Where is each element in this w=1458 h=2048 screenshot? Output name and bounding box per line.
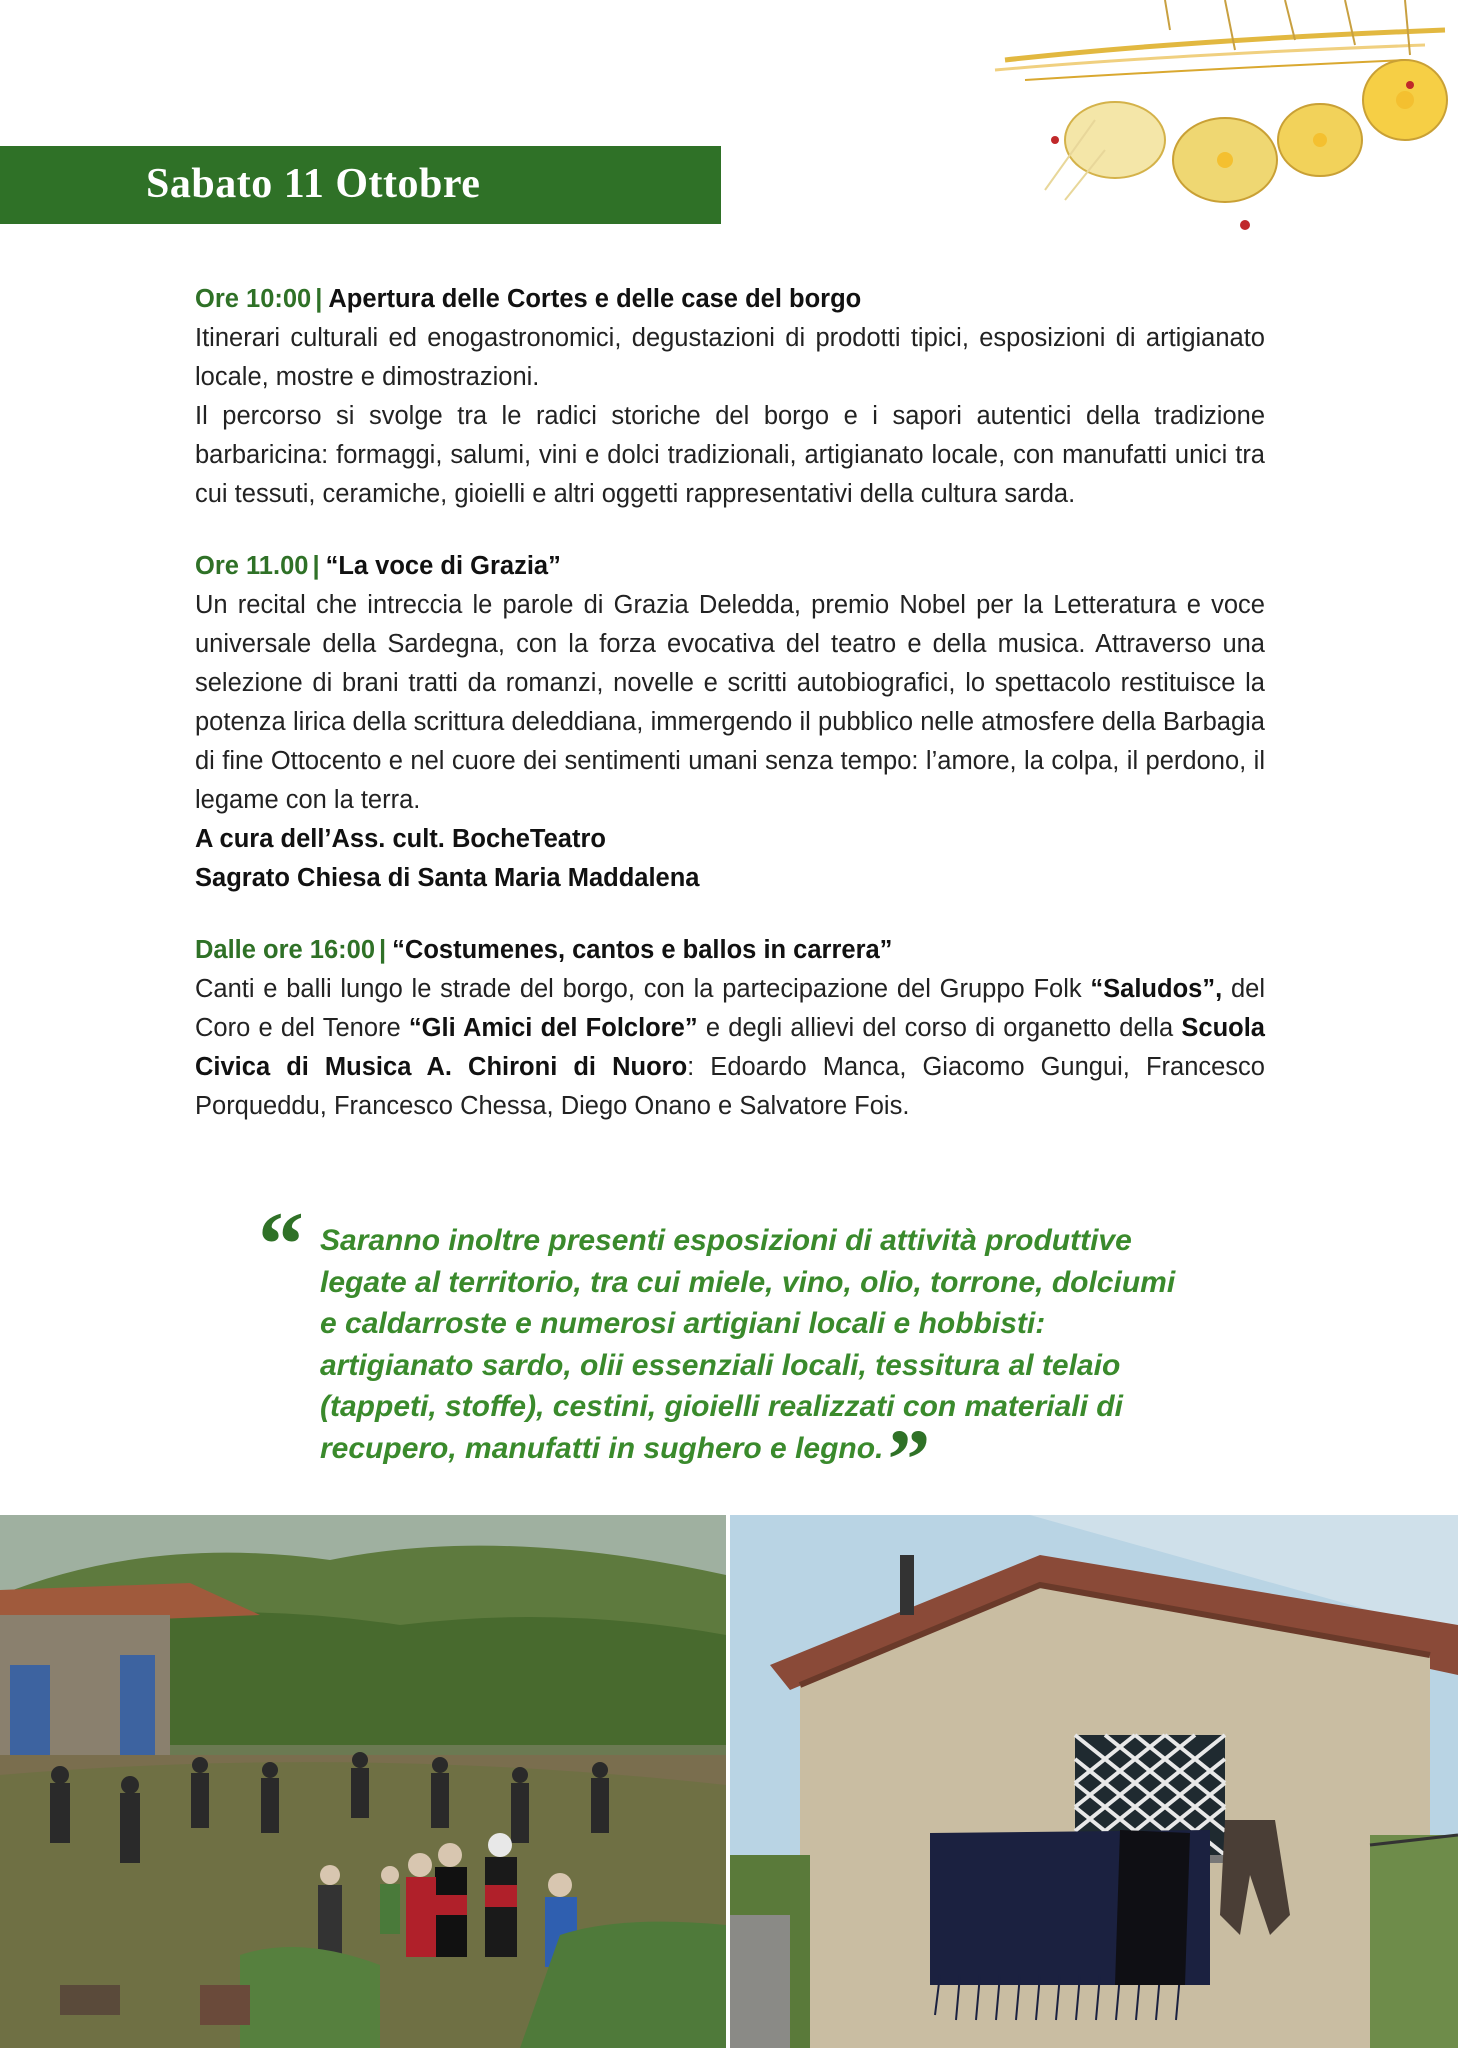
section-heading [195,931,1265,970]
section-credit-venue: Sagrato Chiesa di Santa Maria Maddalena [195,864,700,892]
body-text: : Edoardo Manca, Giacomo Gungui, Francesco Porqueddu, Francesco Chessa, Diego Onano e Salvatore Fois. [195,1053,1265,1120]
section-separator: | [315,285,323,313]
program-section-1600 [195,931,1265,1126]
open-quote-icon: “ [258,1193,304,1295]
section-title: “La voce di Grazia” [325,552,561,580]
section-paragraph [195,970,1265,1126]
body-bold-text: “Gli Amici del Folclore” [408,1014,698,1042]
section-separator: | [379,936,387,964]
section-time: Ore 10:00 [195,285,312,313]
section-time: Ore 11.00 [195,552,309,580]
section-time: Dalle ore 16:00 [195,936,376,964]
stone-house-photo [730,1515,1458,2048]
section-heading [195,547,1265,586]
section-title: “Costumenes, cantos e ballos in carrera” [392,936,893,964]
section-paragraph: Itinerari culturali ed enogastronomici, degustazioni di prodotti tipici, esposizioni di artigianato locale, mostre e dimostrazioni. [195,324,1265,391]
body-bold-text: “Saludos”, [1090,975,1223,1003]
section-separator: | [312,552,320,580]
body-text: Canti e balli lungo le strade del borgo, con la partecipazione del Gruppo Folk [195,975,1091,1003]
date-header-bar [0,146,721,224]
body-text: e degli allievi del corso di organetto della [697,1014,1182,1042]
close-quote-icon: ” [887,1410,931,1507]
folk-dance-photo [0,1515,726,2048]
decorative-bread-illustration [985,0,1458,240]
program-content [195,280,1265,1159]
program-section-1000 [195,280,1265,514]
section-credit-organizer: A cura dell’Ass. cult. BocheTeatro [195,825,606,853]
section-title: Apertura delle Cortes e delle case del borgo [328,285,862,313]
body-text: del Coro e del Tenore [195,975,1265,1042]
section-paragraph: Un recital che intreccia le parole di Grazia Deledda, premio Nobel per la Letteratura e voce universale della Sardegna, con la forza evocativa del teatro e della musica. Attraverso una selezione di brani tratti da romanzi, novelle e scritti autobiografici, lo spettacolo restituisce la potenza lirica della scrittura deleddiana, immergendo il pubblico nelle atmosfere della Barbagia di fine Ottocento e nel cuore dei sentimenti umani senza tempo: l’amore, la colpa, il perdono, il legame con la terra. [195,591,1265,814]
quote-text-block [320,1220,1200,1507]
program-section-1100 [195,547,1265,898]
section-paragraph: Il percorso si svolge tra le radici storiche del borgo e i sapori autentici della tradizione barbaricina: formaggi, salumi, vini e dolci tradizionali, artigianato locale, con manufatti unici tra cui tessuti, ceramiche, gioielli e altri oggetti rappresentativi della cultura sarda. [195,402,1265,508]
date-title: Sabato 11 Ottobre [146,161,481,207]
body-bold-text: Scuola Civica di Musica A. Chironi di Nuoro [195,1014,1265,1081]
quote-text: Saranno inoltre presenti esposizioni di attività produttive legate al territorio, tra cui miele, vino, olio, torrone, dolciumi e caldarroste e numerosi artigiani locali e hobbisti: artigianato sardo, olii essenziali locali, tessitura al telaio (tappeti, stoffe), cestini, gioielli realizzati con materiali di recupero, manufatti in sughero e legno. [320,1224,1176,1465]
section-heading [195,280,1265,319]
